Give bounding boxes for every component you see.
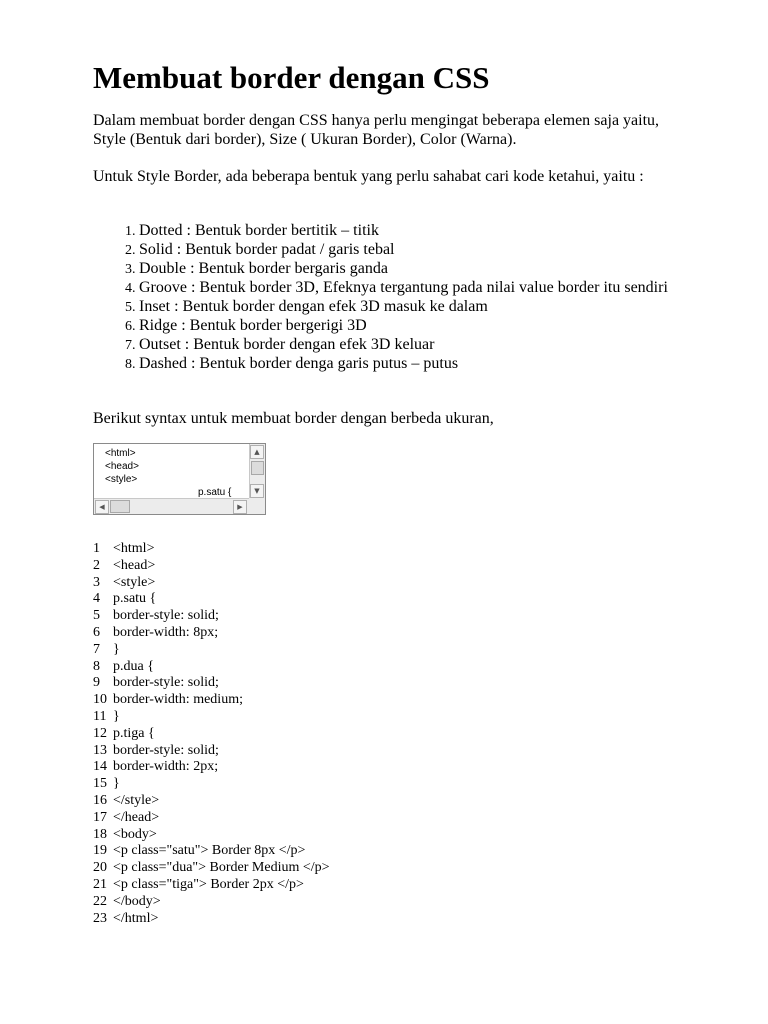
line-code: border-style: solid; <box>113 675 219 691</box>
line-code: p.satu { <box>113 591 157 607</box>
intro-paragraph: Dalam membuat border dengan CSS hanya perlu mengingat beberapa elemen saja yaitu, Style (Bentuk dari border), Size ( Ukuran Border), Color (Warna). <box>93 112 660 148</box>
line-code: border-width: 2px; <box>113 759 219 775</box>
vertical-scroll-thumb[interactable] <box>251 461 264 475</box>
code-line <box>93 675 493 692</box>
code-line <box>93 692 493 709</box>
code-line <box>93 608 493 625</box>
page-title: Membuat border dengan CSS <box>93 60 490 95</box>
arrow-down-icon[interactable]: ▼ <box>250 484 264 498</box>
list-item: 5. Inset : Bentuk border dengan efek 3D masuk ke dalam <box>139 297 739 316</box>
line-code: <body> <box>113 826 157 842</box>
line-number: 22 <box>93 893 107 909</box>
list-item: 4. Groove : Bentuk border 3D, Efeknya tergantung pada nilai value border itu sendiri <box>139 278 739 297</box>
line-number: 14 <box>93 759 107 775</box>
line-code: border-style: solid; <box>113 608 219 624</box>
line-code: </head> <box>113 809 160 825</box>
line-code: </html> <box>113 910 159 926</box>
line-number: 15 <box>93 776 107 792</box>
code-line <box>93 709 493 726</box>
horizontal-scroll-thumb[interactable] <box>110 500 130 513</box>
line-number: 20 <box>93 860 107 876</box>
line-number: 11 <box>93 708 107 724</box>
line-number: 9 <box>93 675 100 691</box>
code-line <box>93 877 493 894</box>
line-code: <style> <box>113 574 156 590</box>
line-code: <p class="satu"> Border 8px </p> <box>113 843 306 859</box>
line-number: 23 <box>93 910 107 926</box>
code-line <box>93 860 493 877</box>
code-line <box>93 591 493 608</box>
line-code: <p class="tiga"> Border 2px </p> <box>113 876 304 892</box>
style-intro-paragraph: Untuk Style Border, ada beberapa bentuk yang perlu sahabat cari kode ketahui, yaitu : <box>93 168 644 185</box>
horizontal-scrollbar[interactable] <box>94 498 249 514</box>
list-item: 2. Solid : Bentuk border padat / garis tebal <box>139 240 739 259</box>
code-line <box>93 793 493 810</box>
code-line <box>93 541 493 558</box>
list-item: 3. Double : Bentuk border bergaris ganda <box>139 259 739 278</box>
line-code: border-style: solid; <box>113 742 219 758</box>
line-code: <head> <box>113 557 156 573</box>
line-number: 2 <box>93 557 100 573</box>
vertical-scrollbar[interactable] <box>249 444 265 499</box>
code-line <box>93 827 493 844</box>
arrow-left-icon[interactable]: ◀ <box>95 500 109 514</box>
line-number: 12 <box>93 725 107 741</box>
scrollbar-corner <box>249 498 265 514</box>
line-code: </body> <box>113 893 161 909</box>
arrow-up-icon[interactable]: ▲ <box>250 445 264 459</box>
code-scroll-box[interactable] <box>93 443 266 515</box>
line-code: <html> <box>113 541 155 556</box>
line-code: } <box>113 708 120 724</box>
code-line <box>93 642 493 659</box>
code-line <box>93 743 493 760</box>
line-number: 1 <box>93 541 100 556</box>
line-code: } <box>113 641 120 657</box>
code-line <box>93 625 493 642</box>
code-line <box>93 575 493 592</box>
line-number: 13 <box>93 742 107 758</box>
code-line <box>93 911 493 928</box>
list-item: 6. Ridge : Bentuk border bergerigi 3D <box>139 316 739 335</box>
line-number: 8 <box>93 658 100 674</box>
code-line <box>93 776 493 793</box>
code-line <box>93 659 493 676</box>
line-code: border-width: 8px; <box>113 624 219 640</box>
line-number: 19 <box>93 843 107 859</box>
list-item: 7. Outset : Bentuk border dengan efek 3D keluar <box>139 335 739 354</box>
code-listing <box>93 541 493 927</box>
list-item: 1. Dotted : Bentuk border bertitik – titik <box>139 221 739 240</box>
line-number: 10 <box>93 692 107 708</box>
line-number: 17 <box>93 809 107 825</box>
code-box-line: <html> <box>105 448 136 459</box>
line-code: } <box>113 776 120 792</box>
line-number: 4 <box>93 591 100 607</box>
line-number: 18 <box>93 826 107 842</box>
border-style-list <box>93 221 739 373</box>
code-box-viewport <box>95 445 249 497</box>
line-code: p.dua { <box>113 658 154 674</box>
line-number: 21 <box>93 876 107 892</box>
line-number: 6 <box>93 624 100 640</box>
code-box-line: <style> <box>105 474 138 485</box>
code-line <box>93 843 493 860</box>
line-number: 3 <box>93 574 100 590</box>
code-line <box>93 726 493 743</box>
code-box-line: <head> <box>105 461 139 472</box>
arrow-right-icon[interactable]: ▶ <box>233 500 247 514</box>
code-box-line: p.satu { <box>198 487 232 497</box>
line-number: 7 <box>93 641 100 657</box>
code-line <box>93 810 493 827</box>
syntax-intro-paragraph: Berikut syntax untuk membuat border dengan berbeda ukuran, <box>93 410 494 427</box>
line-code: p.tiga { <box>113 725 155 741</box>
code-line <box>93 558 493 575</box>
code-line <box>93 894 493 911</box>
line-code: border-width: medium; <box>113 692 243 708</box>
line-number: 16 <box>93 792 107 808</box>
line-code: <p class="dua"> Border Medium </p> <box>113 860 330 876</box>
code-line <box>93 759 493 776</box>
list-item: 8. Dashed : Bentuk border denga garis putus – putus <box>139 354 739 373</box>
line-number: 5 <box>93 608 100 624</box>
line-code: </style> <box>113 792 160 808</box>
